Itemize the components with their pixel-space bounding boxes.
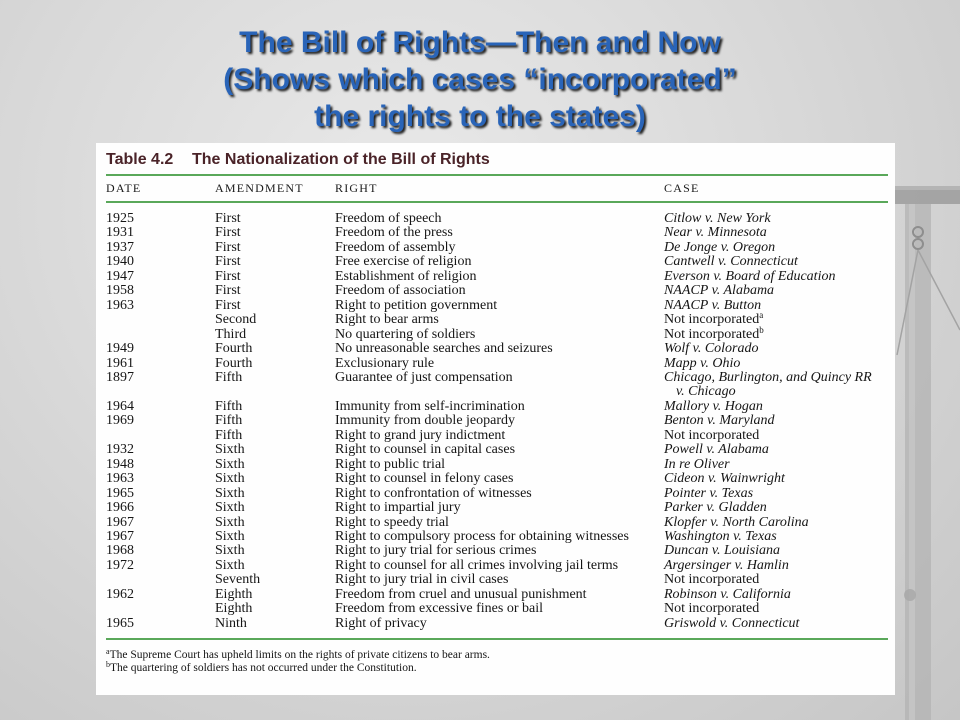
right-text: Exclusionary rule (335, 355, 435, 371)
date-cell (106, 342, 215, 356)
date-cell (106, 530, 215, 544)
table-rule-bottom (106, 638, 888, 640)
case-text: Parker v. Gladden (664, 500, 767, 516)
date-cell (106, 501, 215, 515)
scales-of-justice-graphic (895, 180, 960, 720)
right-cell (335, 299, 664, 313)
amendment-cell (215, 414, 335, 428)
case-text: Robinson v. California (664, 586, 791, 602)
right-cell (335, 212, 664, 226)
case-cell (664, 414, 885, 428)
date-text: 1962 (106, 586, 134, 602)
date-text: 1949 (106, 341, 134, 357)
table-row (106, 357, 895, 371)
amendment-text: First (215, 239, 241, 255)
amendment-text: Fifth (215, 427, 243, 443)
date-text: 1965 (106, 485, 134, 501)
right-text: Right to confrontation of witnesses (335, 485, 532, 501)
right-text: Freedom of speech (335, 211, 442, 226)
table-row (106, 530, 895, 544)
amendment-cell (215, 270, 335, 284)
date-cell (106, 299, 215, 313)
case-text: Pointer v. Texas (664, 485, 754, 501)
right-text: Establishment of religion (335, 268, 477, 284)
date-text: 1967 (106, 514, 134, 530)
table-row (106, 400, 895, 414)
date-cell (106, 602, 215, 616)
case-text: Everson v. Board of Education (664, 268, 836, 284)
case-text: In re Oliver (664, 456, 730, 472)
table-footnotes (106, 649, 490, 675)
date-cell (106, 400, 215, 414)
amendment-cell (215, 226, 335, 240)
case-cell (664, 617, 885, 631)
date-text: 1931 (106, 225, 134, 241)
right-text: Right to jury trial in civil cases (335, 572, 509, 588)
amendment-text: Ninth (215, 615, 247, 631)
case-cell (664, 400, 885, 414)
date-text: 1932 (106, 442, 134, 458)
case-cell (664, 544, 885, 558)
table-row (106, 573, 895, 587)
case-cell (664, 255, 885, 269)
date-text: 1961 (106, 355, 134, 371)
date-text: 1948 (106, 456, 134, 472)
case-cell (664, 342, 885, 356)
right-cell (335, 559, 664, 573)
amendment-text: Sixth (215, 543, 245, 559)
case-text: Cideon v. Wainwright (664, 471, 785, 487)
case-cell (664, 310, 885, 328)
amendment-text: Second (215, 312, 257, 328)
date-text: 1963 (106, 297, 134, 313)
right-cell (335, 226, 664, 240)
date-text: 1968 (106, 543, 134, 559)
slide-title (0, 24, 960, 135)
table-rule-header (106, 201, 888, 203)
right-cell (335, 241, 664, 255)
amendment-text: Sixth (215, 500, 245, 516)
right-text: Free exercise of religion (335, 254, 472, 270)
right-cell (335, 328, 664, 342)
case-text: Not incorporated (664, 312, 760, 328)
date-cell (106, 588, 215, 602)
case-cell (664, 530, 885, 544)
amendment-cell (215, 284, 335, 298)
date-text: 1964 (106, 398, 134, 414)
date-cell (106, 472, 215, 486)
right-text: Freedom from excessive fines or bail (335, 601, 543, 617)
date-cell (106, 414, 215, 428)
amendment-cell (215, 328, 335, 342)
case-text: NAACP v. Alabama (664, 283, 775, 299)
date-text: 1966 (106, 500, 134, 516)
amendment-text: Sixth (215, 471, 245, 487)
right-text: No unreasonable searches and seizures (335, 341, 553, 357)
right-cell (335, 544, 664, 558)
right-text: Freedom of assembly (335, 239, 456, 255)
date-cell (106, 270, 215, 284)
right-text: Right to speedy trial (335, 514, 449, 530)
case-text: De Jonge v. Oregon (664, 239, 776, 255)
table-row (106, 472, 895, 486)
right-cell (335, 501, 664, 515)
table-row (106, 501, 895, 515)
amendment-cell (215, 472, 335, 486)
case-cell (664, 429, 885, 443)
case-cell (664, 472, 885, 486)
right-cell (335, 255, 664, 269)
right-cell (335, 588, 664, 602)
amendment-cell (215, 429, 335, 443)
case-text: Not incorporated (664, 572, 760, 588)
table-body (106, 212, 895, 631)
slide-title-line: the rights to the states) (314, 100, 646, 133)
table-row (106, 602, 895, 616)
amendment-cell (215, 559, 335, 573)
right-text: Right to grand jury indictment (335, 427, 506, 443)
right-text: Freedom from cruel and unusual punishment (335, 586, 587, 602)
amendment-cell (215, 573, 335, 587)
table-row (106, 310, 895, 328)
amendment-text: Sixth (215, 485, 245, 501)
case-cell (664, 241, 885, 255)
amendment-cell (215, 299, 335, 313)
right-text: Right to counsel in felony cases (335, 471, 514, 487)
date-cell (106, 458, 215, 472)
amendment-text: First (215, 211, 241, 226)
date-cell (106, 212, 215, 226)
case-text: Not incorporated (664, 601, 760, 617)
footnote (106, 649, 490, 662)
amendment-cell (215, 400, 335, 414)
case-text: Powell v. Alabama (664, 442, 769, 458)
amendment-text: Fifth (215, 369, 243, 385)
amendment-text: Sixth (215, 528, 245, 544)
case-text: Cantwell v. Connecticut (664, 254, 798, 270)
case-text: Citlow v. New York (664, 211, 771, 226)
header-case: CASE (664, 181, 700, 195)
date-cell (106, 284, 215, 298)
date-text: 1925 (106, 211, 134, 226)
right-cell (335, 458, 664, 472)
right-cell (335, 487, 664, 501)
amendment-cell (215, 443, 335, 457)
date-text: 1897 (106, 369, 134, 385)
amendment-cell (215, 212, 335, 226)
table-row (106, 429, 895, 443)
amendment-text: Fourth (215, 341, 253, 357)
date-cell (106, 559, 215, 573)
case-cell (664, 226, 885, 240)
right-cell (335, 443, 664, 457)
case-text-continued: v. Chicago (676, 384, 736, 400)
date-cell (106, 429, 215, 443)
amendment-text: Third (215, 326, 247, 342)
table-row (106, 544, 895, 558)
date-cell (106, 371, 215, 400)
case-cell (664, 443, 885, 457)
amendment-cell (215, 313, 335, 327)
date-text: 1969 (106, 413, 134, 429)
case-text: Argersinger v. Hamlin (664, 557, 789, 573)
case-cell (664, 284, 885, 298)
right-cell (335, 357, 664, 371)
scale-knob (904, 589, 916, 601)
right-text: Immunity from self-incrimination (335, 398, 525, 414)
date-text: 1963 (106, 471, 134, 487)
date-text: 1940 (106, 254, 134, 270)
footnote (106, 662, 490, 675)
case-cell (664, 487, 885, 501)
table-row (106, 324, 895, 342)
footnote-text: The quartering of soldiers has not occurred under the Constitution. (110, 662, 417, 674)
amendment-text: Sixth (215, 514, 245, 530)
date-cell (106, 487, 215, 501)
table-row (106, 284, 895, 298)
right-text: Guarantee of just compensation (335, 369, 513, 385)
right-cell (335, 472, 664, 486)
case-text: Duncan v. Louisiana (664, 543, 781, 559)
right-cell (335, 400, 664, 414)
date-cell (106, 516, 215, 530)
amendment-cell (215, 357, 335, 371)
case-cell (664, 559, 885, 573)
table-row (106, 487, 895, 501)
amendment-cell (215, 516, 335, 530)
right-cell (335, 284, 664, 298)
table-row (106, 342, 895, 356)
right-text: Right to impartial jury (335, 500, 461, 516)
date-text: 1972 (106, 557, 134, 573)
case-text: Chicago, Burlington, and Quincy RR (664, 369, 872, 385)
amendment-text: First (215, 297, 241, 313)
table-row (106, 414, 895, 428)
table-number: Table 4.2 (106, 151, 174, 168)
slide-title-line: (Shows which cases “incorporated” (223, 63, 737, 96)
right-cell (335, 617, 664, 631)
table-row (106, 255, 895, 269)
table-row (106, 212, 895, 226)
amendment-cell (215, 602, 335, 616)
amendment-cell (215, 241, 335, 255)
right-cell (335, 414, 664, 428)
amendment-cell (215, 544, 335, 558)
right-text: Right to bear arms (335, 312, 439, 328)
case-text: Not incorporated (664, 326, 760, 342)
right-cell (335, 516, 664, 530)
footnote-text: The Supreme Court has upheld limits on the rights of private citizens to bear arms. (109, 649, 490, 661)
scale-beam-top (895, 186, 960, 190)
case-text: Mallory v. Hogan (664, 398, 763, 414)
date-cell (106, 328, 215, 342)
amendment-cell (215, 487, 335, 501)
table-rule-top (106, 174, 888, 176)
table-row (106, 559, 895, 573)
case-cell (664, 588, 885, 602)
date-cell (106, 443, 215, 457)
case-text: Near v. Minnesota (664, 225, 767, 241)
date-cell (106, 357, 215, 371)
right-cell (335, 602, 664, 616)
amendment-text: First (215, 225, 241, 241)
amendment-text: Fourth (215, 355, 253, 371)
date-text: 1965 (106, 615, 134, 631)
table-row (106, 443, 895, 457)
case-cell (664, 573, 885, 587)
amendment-text: First (215, 254, 241, 270)
amendment-text: Fifth (215, 413, 243, 429)
amendment-text: Eighth (215, 586, 253, 602)
right-cell (335, 270, 664, 284)
header-right: RIGHT (335, 181, 378, 195)
case-text: NAACP v. Button (664, 297, 762, 313)
table-row (106, 371, 895, 400)
case-cell (664, 516, 885, 530)
table-panel (96, 143, 895, 695)
table-row (106, 270, 895, 284)
amendment-text: Sixth (215, 456, 245, 472)
date-text: 1937 (106, 239, 134, 255)
right-cell (335, 371, 664, 400)
right-cell (335, 313, 664, 327)
case-cell (664, 458, 885, 472)
amendment-text: Sixth (215, 442, 245, 458)
right-text: Right to counsel for all crimes involving jail terms (335, 557, 619, 573)
amendment-text: Seventh (215, 572, 261, 588)
amendment-text: Eighth (215, 601, 253, 617)
case-text: Griswold v. Connecticut (664, 615, 800, 631)
case-cell (664, 270, 885, 284)
case-cell (664, 212, 885, 226)
table-row (106, 299, 895, 313)
case-text: Washington v. Texas (664, 528, 777, 544)
case-text: Benton v. Maryland (664, 413, 775, 429)
right-text: No quartering of soldiers (335, 326, 476, 342)
table-row (106, 617, 895, 631)
table-row (106, 516, 895, 530)
table-header-row (106, 181, 885, 195)
case-cell (664, 501, 885, 515)
table-row (106, 458, 895, 472)
amendment-cell (215, 255, 335, 269)
case-text: Wolf v. Colorado (664, 341, 759, 357)
right-text: Right to counsel in capital cases (335, 442, 516, 458)
amendment-text: First (215, 283, 241, 299)
table-row (106, 241, 895, 255)
footnote-reference: b (759, 324, 764, 335)
date-cell (106, 313, 215, 327)
footnote-reference: a (759, 310, 764, 321)
table-row (106, 588, 895, 602)
amendment-text: First (215, 268, 241, 284)
amendment-cell (215, 458, 335, 472)
right-cell (335, 573, 664, 587)
slide-title-line: The Bill of Rights—Then and Now (239, 26, 721, 59)
amendment-cell (215, 617, 335, 631)
header-amendment: AMENDMENT (215, 181, 304, 195)
right-text: Right to compulsory process for obtaining witnesses (335, 528, 629, 544)
amendment-cell (215, 530, 335, 544)
date-cell (106, 544, 215, 558)
header-date: DATE (106, 181, 142, 195)
date-text: 1947 (106, 268, 134, 284)
date-cell (106, 255, 215, 269)
amendment-cell (215, 588, 335, 602)
amendment-cell (215, 501, 335, 515)
footnote-mark: a (106, 647, 110, 656)
date-cell (106, 241, 215, 255)
case-cell (664, 371, 885, 400)
right-text: Immunity from double jeopardy (335, 413, 516, 429)
right-text: Freedom of association (335, 283, 466, 299)
date-cell (106, 573, 215, 587)
footnote-mark: b (106, 660, 110, 669)
case-text: Mapp v. Ohio (664, 355, 741, 371)
right-cell (335, 530, 664, 544)
table-row (106, 226, 895, 240)
right-text: Freedom of the press (335, 225, 453, 241)
case-text: Klopfer v. North Carolina (664, 514, 809, 530)
amendment-cell (215, 371, 335, 400)
scale-post (905, 204, 931, 720)
right-text: Right of privacy (335, 615, 427, 631)
date-cell (106, 226, 215, 240)
date-text: 1958 (106, 283, 134, 299)
date-cell (106, 617, 215, 631)
amendment-text: Fifth (215, 398, 243, 414)
amendment-text: Sixth (215, 557, 245, 573)
case-cell (664, 324, 885, 342)
case-cell (664, 357, 885, 371)
right-text: Right to public trial (335, 456, 446, 472)
case-text: Not incorporated (664, 427, 760, 443)
right-text: Right to jury trial for serious crimes (335, 543, 537, 559)
case-cell (664, 299, 885, 313)
right-cell (335, 429, 664, 443)
right-cell (335, 342, 664, 356)
right-text: Right to petition government (335, 297, 498, 313)
date-text: 1967 (106, 528, 134, 544)
table-caption: The Nationalization of the Bill of Rights (192, 151, 490, 168)
amendment-cell (215, 342, 335, 356)
case-cell (664, 602, 885, 616)
